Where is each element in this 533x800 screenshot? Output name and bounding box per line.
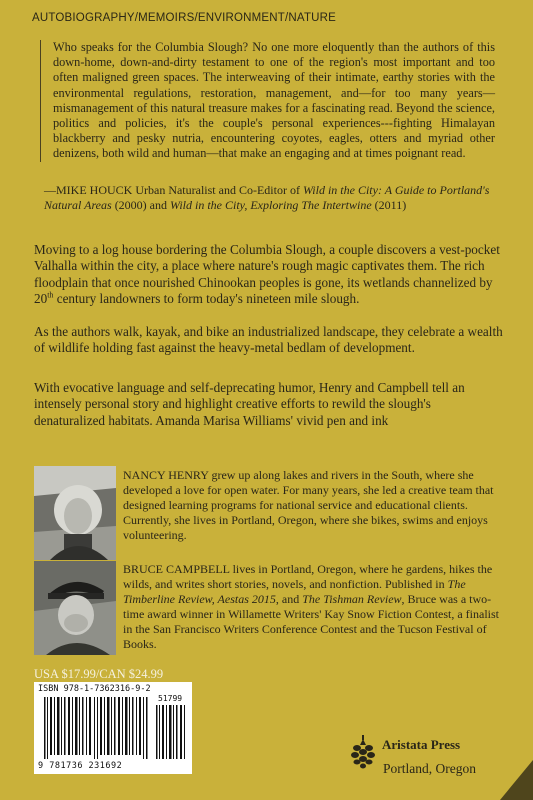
- description-paragraph-3: With evocative language and self-deprecating humor, Henry and Campbell tell an intensely personal story and highlight creative efforts to rewild the slough's denaturalized habitats. Amanda Marisa Williams' vivid pen and ink: [34, 380, 465, 428]
- endorsement-quote: [40, 40, 495, 162]
- quote-text: Who speaks for the Columbia Slough? No one more eloquently than the authors of this down-home, down-and-dirty testament to one of the region's most important and too often maligned green spaces. The interweaving of their intimate, earthy stories with the environmental regulations, restoration, management, and—for too many years—mismanagement of this natural treasure makes for a fascinating read. Beyond the science, politics and policies, it's the couple's personal experiences---fighting Himalayan blackberry and pesky nutria, encountering coyotes, eagles, otters and myriad other denizens, both wild and human—that make an engaging and at times poignant read.: [53, 40, 495, 161]
- price-label: USA $17.99/CAN $24.99: [34, 667, 164, 681]
- isbn-barcode: [34, 682, 192, 774]
- barcode-bars: [40, 697, 188, 759]
- quote-attribution: [44, 183, 504, 213]
- publisher-name: Aristata Press: [382, 737, 461, 752]
- author-bio-campbell: BRUCE CAMPBELL lives in Portland, Oregon, where he gardens, hikes the wilds, and writes short stories, novels, and nonfiction. Published in The Timberline Review, Aestas 2015, and The Tishman Review, Bruce was a two-time award winner in Willamette Writers' Kay Snow Fiction Contest, a finalist in the San Francisco Writers Conference Contest and the Tucson Festival of Books.: [123, 562, 500, 651]
- barcode-digits: 9 781736 231692: [38, 761, 123, 771]
- author-photo-campbell: [34, 561, 116, 655]
- category-label: AUTOBIOGRAPHY/MEMOIRS/ENVIRONMENT/NATURE: [32, 12, 337, 24]
- attribution-book-2: Wild in the City, Exploring The Intertwine: [170, 198, 372, 212]
- attribution-book-1: Wild in the City: A Guide to Portland's Natural Areas: [44, 183, 490, 212]
- description-paragraph-2: As the authors walk, kayak, and bike an industrialized landscape, they celebrate a wealth of wildlife holding fast against the heavy-metal bedlam of development.: [34, 324, 503, 356]
- author-photo-henry: [34, 466, 116, 560]
- attribution-year-1: (2000) and: [111, 198, 171, 212]
- isbn-label: ISBN 978-1-7362316-9-2: [38, 684, 151, 694]
- author-bio-henry: NANCY HENRY grew up along lakes and rivers in the South, where she developed a love for open water. For many years, she led a creative team that designed learning programs for national service and educational clients. Currently, she lives in Portland, Oregon, where she bikes, swims and enjoys volunteering.: [123, 468, 494, 542]
- pinecone-icon: [347, 735, 379, 773]
- attribution-name: —MIKE HOUCK Urban Naturalist and Co-Editor of: [44, 183, 303, 197]
- barcode-addon-digits: 51799: [158, 694, 183, 703]
- description-paragraph-1: Moving to a log house bordering the Columbia Slough, a couple discovers a vest-pocket Valhalla within the city, a place where nature's rough magic captivates them. The rich floodplain that once nourished Chinookan peoples is gone, its wetlands channelized by 20th century landowners to form today's nineteen mile slough.: [34, 242, 500, 307]
- attribution-year-2: (2011): [371, 198, 407, 212]
- publisher-city: Portland, Oregon: [383, 761, 476, 776]
